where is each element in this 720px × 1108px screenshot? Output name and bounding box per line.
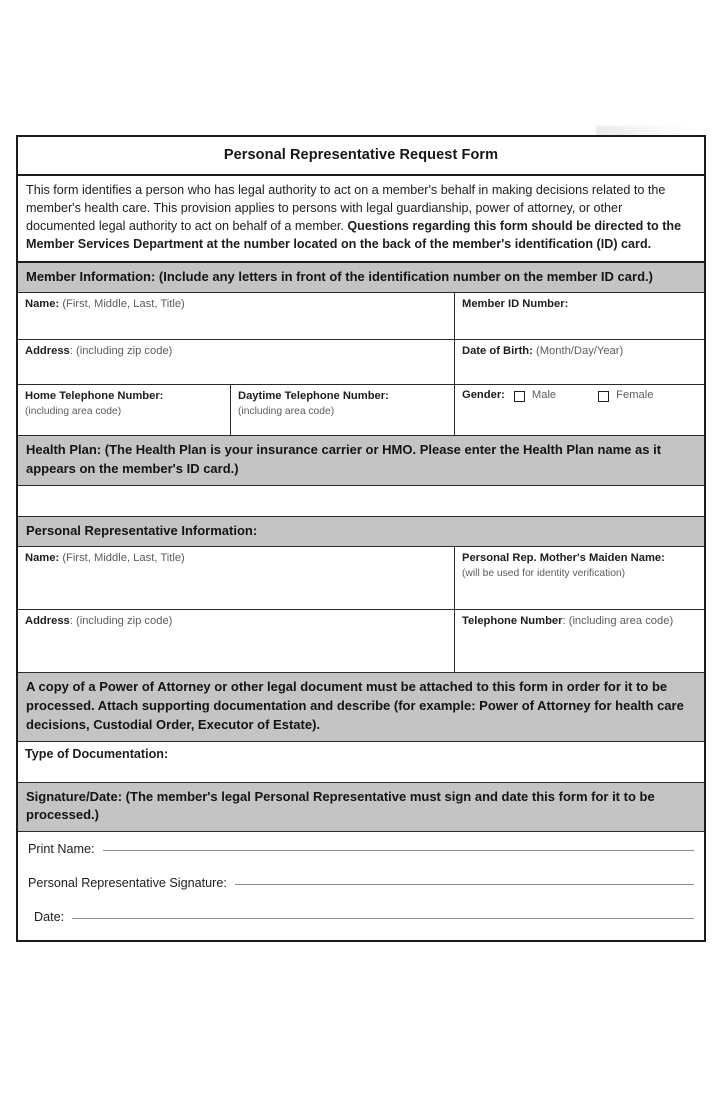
representative-telephone-hint: : (including area code) [562,615,674,628]
print-name-label: Print Name: [28,842,95,857]
gender-option-female[interactable] [598,389,653,401]
representative-name-label-text: Name: [25,552,60,565]
signature-block-row [18,832,704,940]
gender-option-female-label: Female [616,388,654,401]
representative-name-field[interactable] [18,547,454,609]
member-daytime-phone-label-text: Daytime Telephone Number: [238,389,389,402]
member-address-field[interactable] [18,340,454,384]
intro-text-plain: This form identifies a person who has legal authority to act on a member's behalf in making decisions related to the member's health care. This provision applies to persons with legal guardianship, power of attorney, or other documented legal authority to act on behalf of a member. [26,183,666,233]
health-plan-field[interactable] [18,486,704,516]
member-daytime-phone-hint: (including area code) [238,405,335,417]
representative-signature-input[interactable] [235,884,694,885]
member-id-label-text: Member ID Number: [462,297,569,310]
date-line [28,910,694,924]
health-plan-row [18,486,704,517]
representative-address-label-text: Address [25,615,70,628]
member-dob-label-text: Date of Birth: [462,344,533,357]
member-home-phone-label [25,389,224,418]
representative-name-label [25,551,448,566]
member-daytime-phone-label [238,389,448,418]
gender-option-male[interactable] [514,389,556,401]
member-daytime-phone-field[interactable] [230,385,454,435]
gender-option-male-label: Male [531,388,557,401]
signature-block [18,832,704,940]
print-name-input[interactable] [103,850,695,851]
member-name-label [25,297,448,312]
member-home-phone-label-text: Home Telephone Number: [25,389,164,402]
form-title-row [18,137,704,176]
signature-date-banner: Signature/Date: (The member's legal Personal Representative must sign and date this form for it to be processed.) [18,783,704,833]
print-name-line [28,842,694,856]
representative-name-hint: (First, Middle, Last, Title) [62,552,185,565]
member-name-field[interactable] [18,293,454,339]
representative-maiden-name-field[interactable] [454,547,704,609]
page-title: Personal Representative Request Form [223,147,499,163]
member-name-label-text: Name: [25,297,60,310]
intro-paragraph [18,176,704,263]
gender-options-group [462,389,698,401]
member-id-label [462,297,698,312]
representative-address-label [25,614,448,629]
representative-telephone-field[interactable] [454,610,704,672]
documentation-requirement-banner: A copy of a Power of Attorney or other legal document must be attached to this form in order for it to be processed. Attach supporting documentation and describe (for example: Power of Attorney for health care decisions, Custodial Order, Executor of Estate). [18,673,704,742]
member-gender-field[interactable] [454,385,704,435]
representative-maiden-name-label-text: Personal Rep. Mother's Maiden Name: [462,552,665,565]
member-id-field[interactable] [454,293,704,339]
member-information-banner: Member Information: (Include any letters in front of the identification number on the member ID card.) [18,263,704,293]
gender-label: Gender: [462,388,505,401]
member-name-row [18,293,704,340]
representative-address-row [18,610,704,673]
representative-address-field[interactable] [18,610,454,672]
member-name-hint: (First, Middle, Last, Title) [62,297,185,310]
member-dob-label [462,344,698,359]
member-home-phone-field[interactable] [18,385,230,435]
representative-maiden-name-hint: (will be used for identity verification) [462,567,626,579]
member-dob-hint: (Month/Day/Year) [535,344,624,357]
representative-name-row [18,547,704,610]
representative-signature-line [28,876,694,890]
checkbox-male-icon[interactable] [514,391,525,402]
checkbox-female-icon[interactable] [598,391,609,402]
member-address-label [25,344,448,359]
member-contact-row [18,385,704,436]
representative-telephone-label-text: Telephone Number [462,615,563,628]
representative-signature-label: Personal Representative Signature: [28,876,227,891]
date-label: Date: [34,910,65,925]
member-address-label-text: Address [25,344,70,357]
representative-maiden-name-label [462,551,698,580]
member-home-phone-hint: (including area code) [25,405,122,417]
personal-representative-request-form [16,135,706,942]
intro-text-bold: Questions regarding this form should be directed to the Member Services Department at the number located on the back of the member's identification (ID) card. [26,218,682,251]
member-address-row [18,340,704,385]
type-of-documentation-label-text: Type of Documentation: [25,746,169,761]
type-of-documentation-field[interactable] [18,742,704,782]
representative-telephone-label [462,614,698,629]
type-of-documentation-row [18,742,704,783]
date-input[interactable] [72,918,694,919]
representative-address-hint: : (including zip code) [69,615,173,628]
type-of-documentation-label [25,746,698,763]
member-address-hint: : (including zip code) [69,344,173,357]
health-plan-banner: Health Plan: (The Health Plan is your insurance carrier or HMO. Please enter the Health Plan name as it appears on the member's ID card.) [18,436,704,486]
member-dob-field[interactable] [454,340,704,384]
personal-representative-information-banner: Personal Representative Information: [18,517,704,547]
